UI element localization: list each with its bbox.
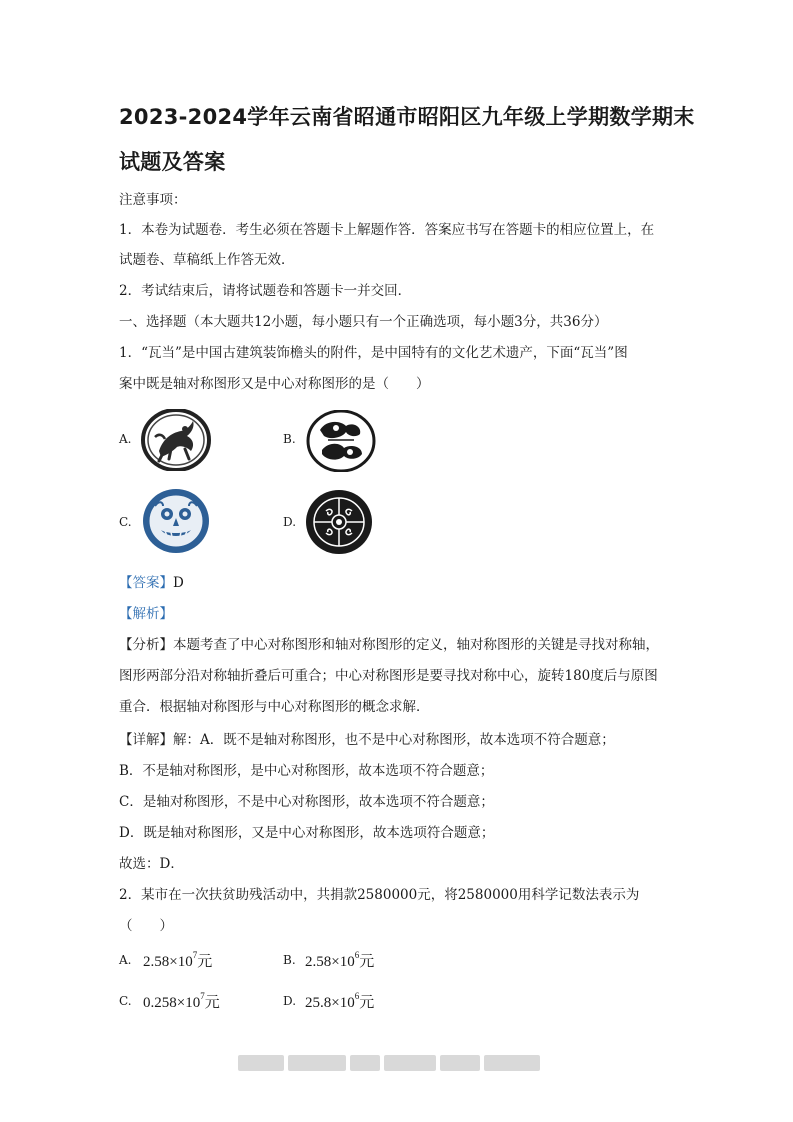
- q2-d-exponent: 6: [354, 991, 360, 1001]
- xiangjie-line-e: 故选：D．: [119, 856, 184, 872]
- q2-option-a-label: A.: [119, 953, 132, 967]
- q2-b-mantissa: 2.58×10: [305, 954, 355, 970]
- q2-d-unit: 元: [359, 995, 375, 1011]
- q1-option-c-label: C.: [119, 515, 132, 529]
- notice-2: 2．考试结束后，请将试题卷和答题卡一并交回．: [119, 283, 412, 299]
- xiangjie-line-c: C．是轴对称图形，不是中心对称图形，故本选项不符合题意；: [119, 794, 494, 810]
- q2-b-exponent: 6: [354, 950, 360, 960]
- q1-text-a: 1．“瓦当”是中国古建筑装饰檐头的附件，是中国特有的文化艺术遗产，下面“瓦当”图: [119, 345, 628, 361]
- xiangjie-text-a: 解：A．既不是轴对称图形，也不是中心对称图形，故本选项不符合题意；: [173, 732, 615, 748]
- q2-option-d-value: [305, 991, 374, 1012]
- q1-text-b: 案中既是轴对称图形又是中心对称图形的是（ ）: [119, 376, 430, 392]
- q2-text-b: （ ）: [119, 918, 173, 934]
- q2-a-unit: 元: [197, 954, 213, 970]
- q1-option-d-label: D.: [283, 515, 297, 529]
- q2-text-a: 2．某市在一次扶贫助残活动中，共捐款2580000元，将2580000用科学记数法表示为: [119, 887, 640, 903]
- q2-option-d-label: D.: [283, 994, 297, 1008]
- fenxi-line-c: 重合．根据轴对称图形与中心对称图形的概念求解．: [119, 699, 430, 715]
- fenxi-tag: 【分析】: [119, 637, 173, 653]
- q2-d-mantissa: 25.8×10: [305, 995, 355, 1011]
- q2-option-c-value: [143, 991, 220, 1012]
- q2-c-unit: 元: [204, 995, 220, 1011]
- notice-heading: 注意事项：: [119, 192, 187, 208]
- fenxi-line-b: 图形两部分沿对称轴折叠后可重合；中心对称图形是要寻找对称中心，旋转180度后与原图: [119, 668, 658, 684]
- q1-answer: [119, 571, 184, 591]
- notice-1b: 试题卷、草稿纸上作答无效．: [119, 252, 295, 268]
- blurred-footer-watermark: [238, 1055, 556, 1071]
- tiger-tile-emblem-a: [141, 409, 211, 471]
- xiangjie-line-d: D．既是轴对称图形，又是中心对称图形，故本选项符合题意；: [119, 825, 495, 841]
- fenxi-text-a: 本题考查了中心对称图形和轴对称图形的定义，轴对称图形的关键是寻找对称轴，: [173, 637, 659, 653]
- analysis-tag: 【解析】: [119, 606, 173, 622]
- q2-option-b-label: B.: [283, 953, 296, 967]
- q2-c-mantissa: 0.258×10: [143, 995, 201, 1011]
- answer-tag: 【答案】: [119, 575, 173, 591]
- doc-title-line1: 2023-2024学年云南省昭通市昭阳区九年级上学期数学期末: [119, 105, 695, 129]
- q2-option-c-label: C.: [119, 994, 132, 1008]
- xiangjie-tag: 【详解】: [119, 732, 173, 748]
- cloud-tile-emblem-b: [306, 410, 376, 472]
- q2-option-b-value: [305, 950, 374, 971]
- q2-a-mantissa: 2.58×10: [143, 954, 193, 970]
- symmetric-tile-emblem-d: [304, 489, 374, 555]
- q1-option-a-label: A.: [119, 432, 132, 446]
- section-1-heading: 一、选择题（本大题共12小题，每小题只有一个正确选项，每小题3分，共36分）: [119, 314, 608, 330]
- q2-c-exponent: 7: [200, 991, 205, 1001]
- beast-face-tile-emblem-c: [141, 488, 211, 554]
- answer-value: D: [173, 575, 184, 591]
- q1-option-b-label: B.: [283, 432, 296, 446]
- q2-b-unit: 元: [359, 954, 375, 970]
- fenxi-line-a: [119, 633, 659, 653]
- xiangjie-line-a: [119, 728, 615, 748]
- notice-1a: 1．本卷为试题卷．考生必须在答题卡上解题作答．答案应书写在答题卡的相应位置上，在: [119, 222, 655, 238]
- q2-a-exponent: 7: [192, 950, 198, 960]
- q2-option-a-value: [143, 950, 212, 971]
- doc-title-line2: 试题及答案: [119, 150, 226, 174]
- xiangjie-line-b: B．不是轴对称图形，是中心对称图形，故本选项不符合题意；: [119, 763, 494, 779]
